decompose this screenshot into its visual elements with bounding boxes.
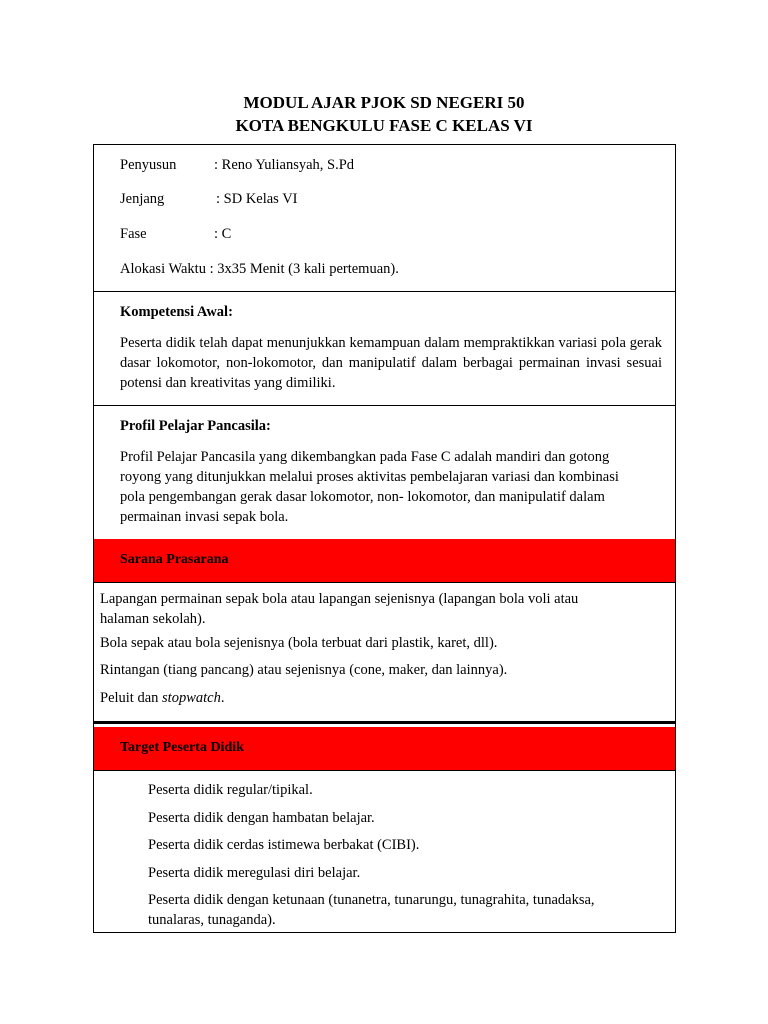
thick-divider	[94, 721, 675, 724]
module-table	[93, 144, 676, 933]
jenjang-label: Jenjang	[120, 191, 165, 207]
target-item-1: Peserta didik regular/tipikal.	[148, 782, 313, 798]
profil-heading: Profil Pelajar Pancasila:	[120, 418, 271, 434]
divider	[94, 405, 675, 406]
profil-body-line-4: permainan invasi sepak bola.	[120, 509, 289, 525]
sarana-item-4-suffix: .	[220, 690, 225, 706]
target-item-2: Peserta didik dengan hambatan belajar.	[148, 810, 375, 826]
profil-body-line-1: Profil Pelajar Pancasila yang dikembangkan pada Fase C adalah mandiri dan gotong	[120, 449, 610, 465]
alokasi-waktu: Alokasi Waktu : 3x35 Menit (3 kali pertemuan).	[120, 261, 399, 277]
jenjang-value: : SD Kelas VI	[216, 191, 298, 207]
sarana-item-2: Bola sepak atau bola sejenisnya (bola terbuat dari plastik, karet, dll).	[100, 635, 498, 651]
divider	[94, 770, 675, 771]
sarana-header-band	[94, 539, 675, 582]
sarana-item-4	[100, 688, 224, 708]
sarana-item-4-italic: stopwatch	[162, 690, 221, 706]
sarana-heading: Sarana Prasarana	[120, 552, 229, 567]
sarana-item-4-prefix: Peluit dan	[100, 690, 163, 706]
kompetensi-heading: Kompetensi Awal:	[120, 304, 233, 320]
kompetensi-body: Peserta didik telah dapat menunjukkan kemampuan dalam mempraktikkan variasi pola gerak dasar lokomotor, non-lokomotor, dan manipulatif dalam berbagai permainan invasi sesuai potensi dan kreativitas yang dimiliki.	[120, 335, 662, 391]
sarana-item-1-line-1: Lapangan permainan sepak bola atau lapangan sejenisnya (lapangan bola voli atau	[100, 591, 579, 607]
document-title-line-1: MODUL AJAR PJOK SD NEGERI 50	[243, 93, 525, 112]
document-title-line-2: KOTA BENGKULU FASE C KELAS VI	[235, 116, 533, 135]
target-heading: Target Peserta Didik	[120, 740, 244, 755]
sarana-item-3: Rintangan (tiang pancang) atau sejenisnya (cone, maker, dan lainnya).	[100, 662, 508, 678]
fase-label: Fase	[120, 226, 147, 242]
target-item-5-line-1: Peserta didik dengan ketunaan (tunanetra, tunarungu, tunagrahita, tunadaksa,	[148, 892, 595, 908]
target-item-5-line-2: tunalaras, tunaganda).	[148, 912, 276, 928]
sarana-item-1-line-2: halaman sekolah).	[100, 611, 206, 627]
penyusun-label: Penyusun	[120, 157, 177, 173]
divider	[94, 582, 675, 583]
profil-body-line-3: pola pengembangan gerak dasar lokomotor, non- lokomotor, dan manipulatif dalam	[120, 489, 605, 505]
divider	[94, 291, 675, 292]
target-header-band	[94, 727, 675, 770]
target-item-3: Peserta didik cerdas istimewa berbakat (CIBI).	[148, 837, 420, 853]
penyusun-value: : Reno Yuliansyah, S.Pd	[214, 157, 355, 173]
profil-body-line-2: royong yang ditunjukkan melalui proses aktivitas pembelajaran variasi dan kombinasi	[120, 469, 619, 485]
fase-value: : C	[214, 226, 232, 242]
target-item-4: Peserta didik meregulasi diri belajar.	[148, 865, 361, 881]
